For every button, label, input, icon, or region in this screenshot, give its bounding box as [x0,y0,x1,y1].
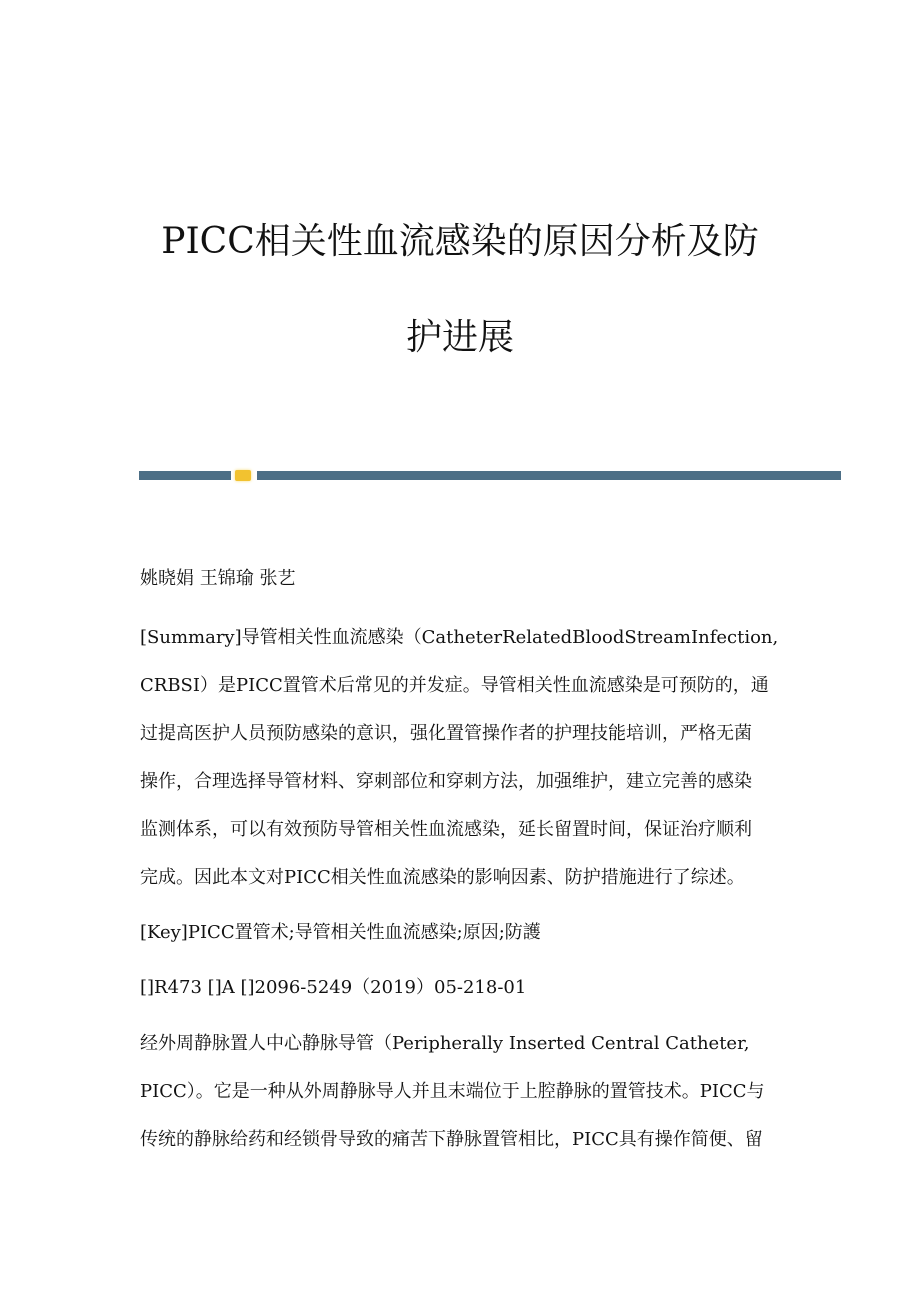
title-line-1: PICC相关性血流感染的原因分析及防 [161,221,759,262]
summary-line: 操作，合理选择导管材料、穿刺部位和穿刺方法，加强维护，建立完善的感染 [140,771,752,792]
summary-line: [Summary]导管相关性血流感染（CatheterRelatedBloodStreamInfection, [140,627,779,648]
body-line: 传统的静脉给药和经锁骨导致的痛苦下静脉置管相比，PICC具有操作简便、留 [140,1129,763,1150]
divider-bar-right [257,471,841,480]
body-line: 经外周静脉置人中心静脉导管（Peripherally Inserted Central Catheter, [140,1033,750,1054]
title-line-2: 护进展 [405,317,514,358]
summary-line: 过提高医护人员预防感染的意识，强化置管操作者的护理技能培训，严格无菌 [140,723,752,744]
classification: []R473 []A []2096-5249（2019）05-218-01 [140,977,527,998]
summary-line: 监测体系，可以有效预防导管相关性血流感染，延长留置时间，保证治疗顺利 [140,819,752,840]
divider-bar-left [139,471,231,480]
body-line: PICC）。它是一种从外周静脉导人并且末端位于上腔静脉的置管技术。PICC与 [140,1081,765,1102]
keywords: [Key]PICC置管术;导管相关性血流感染;原因;防護 [140,922,541,943]
title-divider [139,471,841,480]
summary-line: CRBSI）是PICC置管术后常见的并发症。导管相关性血流感染是可预防的，通 [140,675,769,696]
authors: 姚晓娟 王锦瑜 张艺 [140,568,296,589]
summary-line: 完成。因此本文对PICC相关性血流感染的影响因素、防护措施进行了综述。 [140,867,745,888]
divider-ornament-icon [235,470,251,481]
